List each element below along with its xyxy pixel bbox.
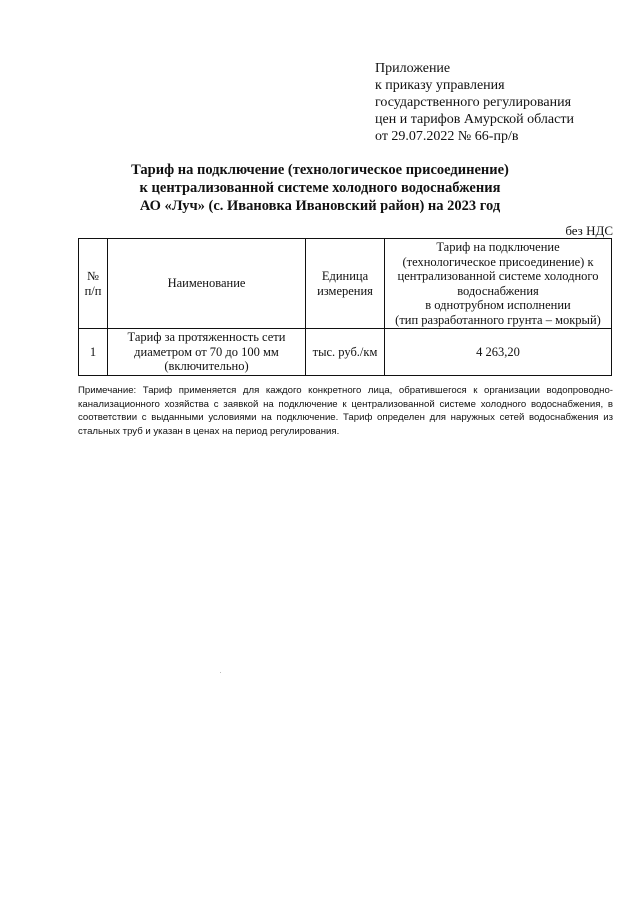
header-name: Наименование <box>108 239 306 329</box>
cell-value: 4 263,20 <box>385 329 612 376</box>
cell-num: 1 <box>79 329 108 376</box>
cell-name-line: (включительно) <box>164 359 249 373</box>
document-title <box>60 161 580 215</box>
footnote: Примечание: Тариф применяется для каждого конкретного лица, обратившегося к организации водопроводно-канализационного хозяйства с заявкой на подключение к централизованной системе холодного водоснабжения, в соответствии с выданными условиями на подключение. Тариф определен для наружных сетей водоснабжения из стальных труб и указан в ценах на период регулирования. <box>78 385 613 437</box>
appendix-line: Приложение <box>375 61 451 76</box>
cell-name-line: Тариф за протяженность сети <box>127 330 286 344</box>
appendix-line: цен и тарифов Амурской области <box>375 112 574 127</box>
cell-name <box>108 329 306 376</box>
title-line: к централизованной системе холодного водоснабжения <box>139 180 501 196</box>
header-num-line: п/п <box>84 283 102 298</box>
vat-note: без НДС <box>565 223 613 238</box>
header-tariff-line: (тип разработанного грунта – мокрый) <box>395 312 601 327</box>
header-num <box>79 239 108 329</box>
header-tariff-line: централизованной системе холодного <box>397 269 599 283</box>
cell-unit: тыс. руб./км <box>306 329 385 376</box>
appendix-line: государственного регулирования <box>375 95 572 110</box>
header-tariff-line: Тариф на подключение <box>436 240 560 254</box>
header-tariff-line: водоснабжения <box>457 283 539 298</box>
appendix-line: от 29.07.2022 № 66-пр/в <box>375 129 519 144</box>
appendix-block <box>375 60 625 145</box>
table-header-row <box>79 239 612 329</box>
header-tariff-line: (технологическое присоединение) к <box>402 254 594 269</box>
table-row <box>79 329 612 376</box>
header-unit <box>306 239 385 329</box>
title-line: АО «Луч» (с. Ивановка Ивановский район) на 2023 год <box>139 198 501 214</box>
header-unit-line: Единица <box>321 269 369 283</box>
tariff-table <box>78 238 612 376</box>
header-num-line: № <box>87 269 99 283</box>
title-line: Тариф на подключение (технологическое присоединение) <box>131 162 509 178</box>
scan-speck <box>220 672 221 673</box>
header-unit-line: измерения <box>317 283 373 298</box>
cell-name-line: диаметром от 70 до 100 мм <box>134 344 279 359</box>
header-tariff-line: в однотрубном исполнении <box>425 298 571 312</box>
appendix-line: к приказу управления <box>375 78 505 93</box>
header-tariff <box>385 239 612 329</box>
